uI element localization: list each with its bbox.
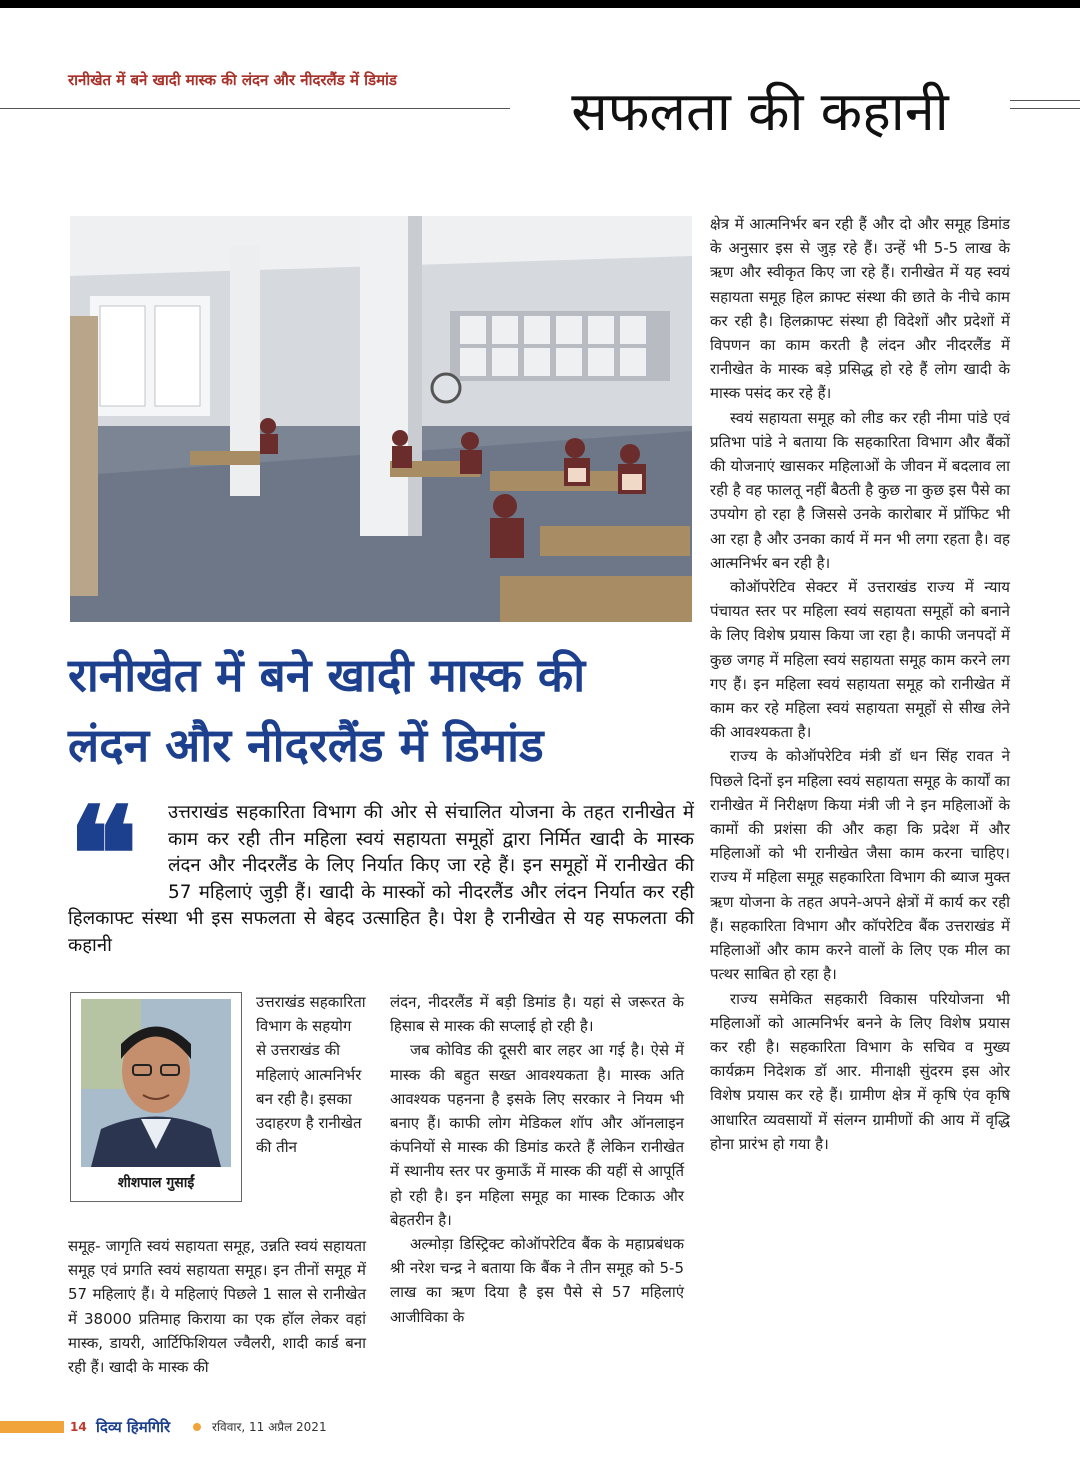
column-a-wide: समूह- जागृति स्वयं सहायता समूह, उन्नति स्वयं सहायता समूह एवं प्रगति स्वयं सहायता समूह। इन तीनों समूह में 57 महिलाएं हैं। ये महिलाएं पिछले 1 साल से रानीखेत में 38000 प्रतिमाह किराया का एक हॉल लेकर वहां मास्क, डायरी, आर्टिफिशियल ज्वैलरी, शादी कार्ड बना रही हैं। खादी के मास्क की [68, 1237, 366, 1377]
column-c-paragraph: स्वयं सहायता समूह को लीड कर रही नीमा पांडे एवं प्रतिभा पांडे ने बताया कि सहकारिता विभाग और बैंकों की योजनाएं खासकर महिलाओं के जीवन में बदलाव ला रही है वह फालतू नहीं बैठती है कुछ ना कुछ इस पैसे का उपयोग हो रहा है जिससे उनके कारोबार में प्रॉफिट भी आ रहा है और उनका कार्य में मन भी लगा रहता है। वह आत्मनिर्भर बन रही है। [710, 408, 1010, 572]
column-c-paragraph: कोऑपरेटिव सेक्टर में उत्तराखंड राज्य में न्याय पंचायत स्तर पर महिला स्वयं सहायता समूहों को बनाने के लिए विशेष प्रयास किया जा रहा है। काफी जनपदों में कुछ जगह में महिला स्वयं सहायता समूह काम करने लग गए हैं। इन महिला स्वयं सहायता समूह को रानीखेत में काम कर रहे महिला स्वयं सहायता समूहों से सीख लेने की आवश्यकता है। [710, 578, 1010, 742]
author-avatar [81, 999, 231, 1167]
quote-spacer [68, 800, 168, 880]
column-b-paragraph: जब कोविड की दूसरी बार लहर आ गई है। ऐसे में मास्क की बहुत सख्त आवश्यकता है। मास्क अति आवश्यक पहनना है इसके लिए सरकार ने नियम भी बनाए हैं। काफी लोग मेडिकल शॉप और ऑनलाइन कंपनियों से मास्क की डिमांड करते हैं लेकिन रानीखेत में स्थानीय स्तर पर कुमाऊँ में मास्क की यहीं से आपूर्ति हो रही है। इन महिला समूह का मास्क टिकाऊ और बेहतरीन है। [390, 1041, 684, 1229]
headline-line-2: लंदन और नीदरलैंड में डिमांड [68, 718, 544, 772]
page-footer [0, 1415, 1080, 1439]
top-border [0, 0, 1080, 8]
section-kicker: रानीखेत में बने खादी मास्क की लंदन और नीदरलैंड में डिमांड [68, 71, 397, 89]
author-portrait-illustration [81, 999, 231, 1167]
column-c-paragraph: क्षेत्र में आत्मनिर्भर बन रही हैं और दो और समूह डिमांड के अनुसार इस से जुड़ रहे हैं। उन्हें भी 5-5 लाख के ऋण और स्वीकृत किए जा रहे हैं। रानीखेत में यह स्वयं सहायता समूह हिल क्राफ्ट संस्था की छाते के नीचे काम कर रही है। हिलक्राफ्ट संस्था ही विदेशों और प्रदेशों में विपणन का काम करती है लंदन और नीदरलैंड में रानीखेत के मास्क बड़े प्रसिद्ध हो रहे हैं लोग खादी के मास्क पसंद कर रहे हैं। [710, 215, 1010, 403]
column-b [390, 990, 684, 1329]
column-c-paragraph: राज्य के कोऑपरेटिव मंत्री डॉ धन सिंह रावत ने पिछले दिनों इन महिला स्वयं सहायता समूह के कार्यों का रानीखेत में निरीक्षण किया मंत्री जी ने इन महिलाओं के कामों की प्रशंसा की और कहा कि प्रदेश में और महिलाओं को भी रानीखेत जैसा काम करना चाहिए। राज्य में महिला समूह सहकारिता विभाग की ब्याज मुक्त ऋण योजना के तहत अपने-अपने क्षेत्रों में कार्य कर रही हैं। सहकारिता विभाग और कॉपरेटिव बैंक उत्तराखंड में महिलाओं और काम करने वालों के लिए एक मील का पत्थर साबित हो रहा है। [710, 747, 1010, 984]
headline-line-1: रानीखेत में बने खादी मास्क की [68, 648, 586, 702]
column-c [710, 212, 1010, 1156]
footer-dot-icon [193, 1423, 201, 1431]
header-rule-right [1005, 100, 1080, 101]
intro-text: उत्तराखंड सहकारिता विभाग की ओर से संचालित योजना के तहत रानीखेत में काम कर रही तीन महिला स्वयं सहायता समूहों द्वारा निर्मित खादी के मास्क लंदन और नीदरलैंड के लिए निर्यात किए जा रहे हैं। इन समूहों में रानीखेत की 57 महिलाएं जुड़ी हैं। खादी के मास्कों को नीदरलैंड और लंदन निर्यात कर रही हिलकाफ्ट संस्था भी इस सफलता से बेहद उत्साहित है। पेश है रानीखेत से यह सफलता की कहानी [68, 802, 694, 956]
article-intro [68, 800, 694, 959]
column-b-paragraph: अल्मोड़ा डिस्ट्रिक्ट कोऑपरेटिव बैंक के महाप्रबंधक श्री नरेश चन्द्र ने बताया कि बैंक ने तीन समूह को 5-5 लाख का ऋण दिया है इस पैसे से 57 महिलाएं आजीविका के [390, 1235, 684, 1326]
author-card [70, 992, 242, 1202]
footer-accent-bar [0, 1421, 64, 1433]
article-headline [68, 640, 698, 780]
column-b-paragraph: लंदन, नीदरलैंड में बड़ी डिमांड है। यहां से जरूरत के हिसाब से मास्क की सप्लाई हो रही है। [390, 993, 684, 1036]
column-c-paragraph: राज्य समेकित सहकारी विकास परियोजना भी महिलाओं को आत्मनिर्भर बनने के लिए विशेष प्रयास कर रही है। सहकारिता विभाग के सचिव व मुख्य कार्यक्रम निदेशक डॉ आर. मीनाक्षी सुंदरम इस ओर विशेष प्रयास कर रहे हैं। ग्रामीण क्षेत्र में कृषि एंव कृषि आधारित व्यवसायों में संलग्न ग्रामीणों की आय में वृद्धि होना प्रारंभ हो गया है। [710, 989, 1010, 1153]
page-number: 14 [70, 1420, 87, 1434]
quote-icon: ❝ [68, 778, 138, 931]
masthead-title: सफलता की कहानी [510, 72, 1010, 152]
author-name: शीशपाल गुसाईं [117, 1175, 195, 1191]
issue-date: रविवार, 11 अप्रैल 2021 [212, 1420, 327, 1434]
main-photo [70, 216, 692, 622]
publication-name: दिव्य हिमगिरि [96, 1418, 171, 1436]
column-a-narrow: उत्तराखंड सहकारिता विभाग के सहयोग से उत्तराखंड की महिलाएं आत्मनिर्भर बन रही है। इसका उदाहरण है रानीखेत की तीन [256, 993, 366, 1157]
hall-photo-illustration [70, 216, 692, 622]
